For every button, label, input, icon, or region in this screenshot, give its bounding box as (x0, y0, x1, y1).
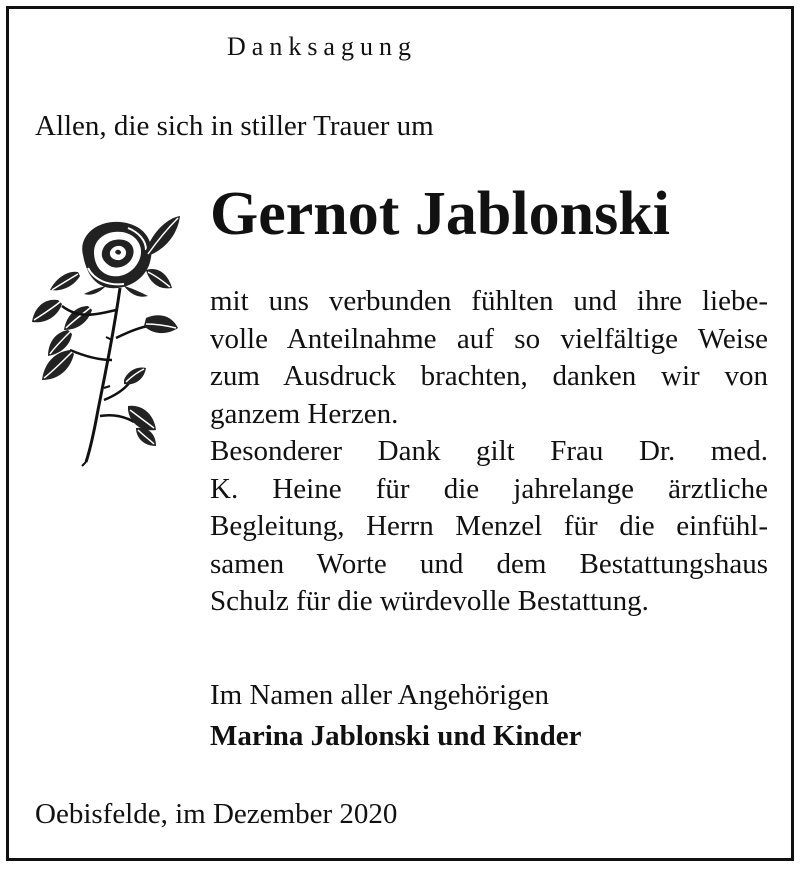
text-line: K. Heine für die jahrelange ärztliche (210, 472, 768, 505)
leaf (144, 315, 178, 333)
text-line: volle Anteilnahme auf so vielfältige Weise (210, 322, 768, 355)
leaf (128, 406, 156, 431)
heading: Danksagung (227, 32, 417, 61)
intro-text: Allen, die sich in stiller Trauer um (35, 110, 434, 142)
leaf (136, 428, 156, 446)
text-line: mit uns verbunden fühlten und ihre liebe- (210, 285, 768, 317)
text-line: Besonderer Dank gilt Frau Dr. med. (210, 435, 768, 467)
text-line: samen Worte und dem Bestattungshaus (210, 547, 768, 580)
leaf (124, 368, 146, 385)
signers: Marina Jablonski und Kinder (210, 720, 582, 752)
deceased-name: Gernot Jablonski (210, 180, 670, 248)
leaf (146, 269, 172, 288)
leaf (146, 216, 180, 256)
thanks-text (210, 283, 768, 621)
text-line: Begleitung, Herrn Menzel für die einfühl- (210, 510, 768, 542)
leaf (50, 272, 80, 291)
text-line: zum Ausdruck brachten, danken wir von (210, 360, 768, 392)
text-line: Schulz für die würdevolle Bestattung. (210, 585, 649, 617)
closing-text: Im Namen aller Angehörigen (210, 679, 550, 711)
place-date: Oebisfelde, im Dezember 2020 (35, 798, 398, 830)
rose-head (82, 222, 151, 288)
rose-icon (28, 210, 183, 468)
text-line: ganzem Herzen. (210, 397, 399, 430)
leaf (32, 300, 62, 323)
leaf (42, 350, 74, 380)
